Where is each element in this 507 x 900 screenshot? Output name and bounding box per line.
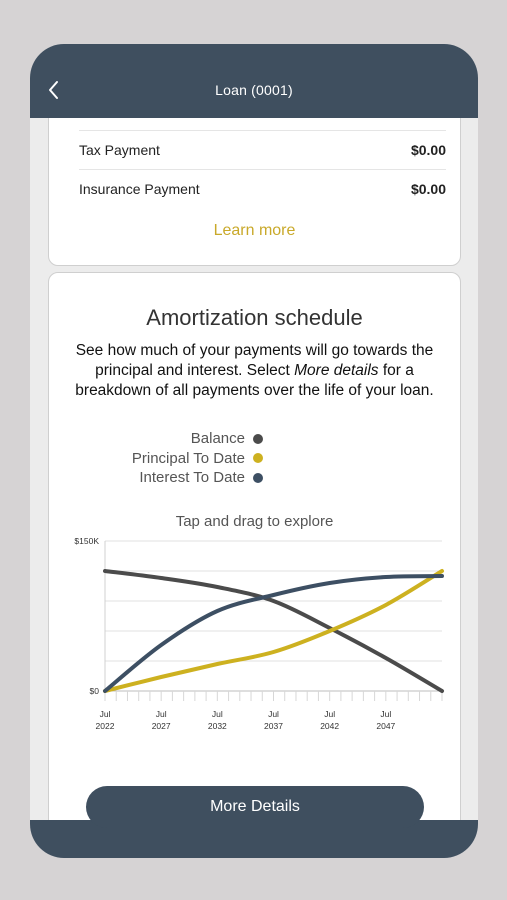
x-tick-label: Jul	[99, 709, 111, 719]
payment-details-card	[48, 118, 461, 266]
x-tick-label: Jul	[211, 709, 223, 719]
chart-caption: Tap and drag to explore	[175, 513, 334, 530]
amortization-card	[48, 272, 461, 820]
amortization-title: Amortization schedule	[146, 305, 363, 330]
top-navigation-bar	[30, 44, 478, 118]
page-title: Loan (0001)	[215, 82, 293, 98]
tax-payment-label: Tax Payment	[79, 142, 160, 158]
description-text: See how much of your payments will go towards the principal and interest. Select	[75, 342, 434, 379]
series-line-interest-to-date	[105, 576, 442, 691]
x-tick-label: Jul	[155, 709, 167, 719]
x-tick-label: 2032	[207, 721, 227, 731]
x-tick-label: 2027	[151, 721, 171, 731]
x-tick-label: 2037	[264, 721, 283, 731]
insurance-payment-label: Insurance Payment	[79, 181, 200, 197]
legend-label: Balance	[190, 430, 245, 448]
x-tick-label: Jul	[268, 709, 279, 719]
scroll-content[interactable]	[30, 118, 478, 820]
phone-screen	[30, 44, 478, 858]
more-details-button[interactable]: More Details	[86, 786, 424, 828]
tax-payment-value: $0.00	[410, 142, 446, 158]
x-tick-label: Jul	[324, 709, 336, 719]
description-text: for a breakdown of all payments over the life of your loan.	[75, 362, 434, 399]
x-tick-label: 2047	[376, 721, 396, 731]
legend-label: Interest To Date	[139, 469, 245, 487]
learn-more-link[interactable]: Learn more	[213, 222, 296, 239]
amortization-chart[interactable]	[49, 273, 462, 773]
y-tick-label: $0	[89, 686, 99, 696]
legend-label: Principal To Date	[131, 449, 245, 467]
insurance-payment-row	[79, 170, 446, 208]
tax-payment-row	[79, 131, 446, 169]
y-tick-label: $150K	[74, 536, 99, 546]
x-tick-label: 2042	[320, 721, 340, 731]
x-tick-label: 2022	[95, 721, 115, 731]
x-tick-label: Jul	[380, 709, 392, 719]
insurance-payment-value: $0.00	[410, 181, 446, 197]
description-emphasis: More details	[294, 362, 379, 379]
